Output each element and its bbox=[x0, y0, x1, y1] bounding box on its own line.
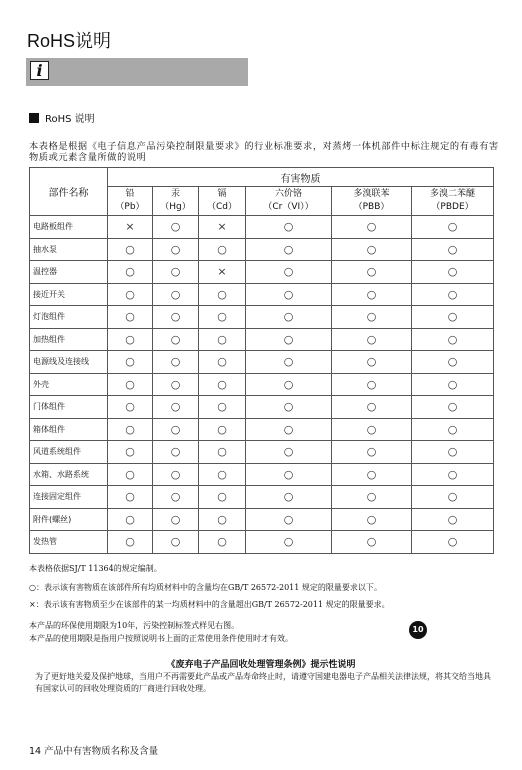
substance-cell: ○ bbox=[412, 373, 494, 396]
substance-cell: ○ bbox=[153, 306, 199, 329]
substance-cell: ○ bbox=[412, 508, 494, 531]
substance-cell: ○ bbox=[108, 373, 153, 396]
eco-period-badge-icon: 10 bbox=[409, 621, 427, 639]
substance-name: 汞 bbox=[170, 189, 180, 199]
substance-cell: ○ bbox=[412, 418, 494, 441]
substance-cell: × bbox=[199, 216, 246, 239]
substance-cell: ○ bbox=[108, 531, 153, 554]
substance-cell: ○ bbox=[332, 373, 412, 396]
substance-cell: ○ bbox=[199, 531, 246, 554]
weee-text: 为了更好地关爱及保护地球，当用户不再需要此产品或产品寿命终止时，请遵守国建电器电子产品相关法律法规，将其交给当地具有国家认可的回收处理资质的厂商进行回收处理。 bbox=[35, 672, 491, 693]
table-row bbox=[30, 328, 494, 351]
hazard-group-header: 有害物质 bbox=[108, 168, 494, 187]
substance-header bbox=[412, 187, 494, 216]
substance-cell: ○ bbox=[332, 306, 412, 329]
note-basis: 本表格依据SJ/T 11364的规定编制。 bbox=[29, 564, 162, 573]
part-name-cell: 风道系统组件 bbox=[30, 441, 108, 464]
substance-cell: ○ bbox=[108, 328, 153, 351]
substance-cell: ○ bbox=[108, 238, 153, 261]
substance-cell: ○ bbox=[332, 396, 412, 419]
page-footer: 14 产品中有害物质名称及含量 bbox=[29, 746, 159, 757]
substance-cell: ○ bbox=[246, 441, 332, 464]
substance-cell: ○ bbox=[332, 238, 412, 261]
substance-header bbox=[332, 187, 412, 216]
substance-cell: ○ bbox=[153, 283, 199, 306]
section-heading-text: RoHS 说明 bbox=[45, 114, 95, 125]
substance-cell: ○ bbox=[199, 306, 246, 329]
substance-cell: ○ bbox=[412, 351, 494, 374]
substance-cell: ○ bbox=[153, 396, 199, 419]
page-title: RoHS说明 bbox=[27, 31, 112, 51]
substance-cell: ○ bbox=[199, 351, 246, 374]
table-row bbox=[30, 531, 494, 554]
section-heading bbox=[29, 110, 95, 125]
substance-symbol: （Hg） bbox=[160, 202, 191, 212]
substance-cell: ○ bbox=[153, 373, 199, 396]
substance-name: 多溴联苯 bbox=[353, 189, 390, 199]
substance-cell: ○ bbox=[108, 508, 153, 531]
substance-name: 六价铬 bbox=[274, 189, 302, 199]
substance-cell: ○ bbox=[199, 418, 246, 441]
substance-cell: ○ bbox=[199, 283, 246, 306]
note-circle-legend: ○：表示该有害物质在该部件所有均质材料中的含量均在GB/T 26572-2011 规定的限量要求以下。 bbox=[29, 583, 382, 592]
part-name-cell: 接近开关 bbox=[30, 283, 108, 306]
table-row bbox=[30, 463, 494, 486]
table-row bbox=[30, 261, 494, 284]
substance-cell: ○ bbox=[332, 328, 412, 351]
substance-cell: ○ bbox=[153, 463, 199, 486]
intro-paragraph: 本表格是根据《电子信息产品污染控制限量要求》的行业标准要求，对蒸烤一体机部件中标注规定的有毒有害物质或元素含量所做的说明 bbox=[29, 141, 499, 163]
substance-cell: ○ bbox=[332, 441, 412, 464]
substance-cell: ○ bbox=[412, 306, 494, 329]
substance-cell: ○ bbox=[246, 373, 332, 396]
substance-cell: ○ bbox=[412, 216, 494, 239]
weee-title: 《废弃电子产品回收处理管理条例》提示性说明 bbox=[166, 660, 356, 670]
substance-cell: ○ bbox=[332, 283, 412, 306]
substance-cell: ○ bbox=[412, 238, 494, 261]
part-name-cell: 灯泡组件 bbox=[30, 306, 108, 329]
substance-name: 多溴二苯醚 bbox=[430, 189, 476, 199]
substance-cell: ○ bbox=[246, 328, 332, 351]
substance-cell: ○ bbox=[153, 216, 199, 239]
substance-cell: ○ bbox=[412, 328, 494, 351]
substance-header bbox=[108, 187, 153, 216]
substance-cell: ○ bbox=[153, 508, 199, 531]
part-name-cell: 抽水泵 bbox=[30, 238, 108, 261]
substance-cell: ○ bbox=[412, 463, 494, 486]
part-name-cell: 外壳 bbox=[30, 373, 108, 396]
substance-header bbox=[153, 187, 199, 216]
substance-cell: ○ bbox=[332, 508, 412, 531]
substance-cell: ○ bbox=[332, 486, 412, 509]
substance-symbol: （Cr（VI）） bbox=[263, 202, 314, 212]
info-icon bbox=[30, 61, 49, 80]
substance-cell: ○ bbox=[153, 531, 199, 554]
substance-cell: ○ bbox=[246, 531, 332, 554]
substance-cell: ○ bbox=[332, 351, 412, 374]
substance-header bbox=[199, 187, 246, 216]
substance-cell: × bbox=[108, 216, 153, 239]
substance-cell: ○ bbox=[199, 486, 246, 509]
table-row bbox=[30, 306, 494, 329]
substance-cell: ○ bbox=[108, 396, 153, 419]
rohs-table bbox=[29, 167, 494, 554]
table-row bbox=[30, 238, 494, 261]
substance-cell: ○ bbox=[246, 283, 332, 306]
substance-cell: ○ bbox=[246, 238, 332, 261]
part-name-cell: 附件(螺丝) bbox=[30, 508, 108, 531]
substance-cell: ○ bbox=[412, 486, 494, 509]
substance-cell: ○ bbox=[332, 216, 412, 239]
substance-cell: ○ bbox=[246, 396, 332, 419]
substance-cell: ○ bbox=[412, 283, 494, 306]
substance-cell: ○ bbox=[108, 261, 153, 284]
substance-cell: ○ bbox=[246, 351, 332, 374]
part-name-cell: 电路板组件 bbox=[30, 216, 108, 239]
substance-cell: ○ bbox=[153, 328, 199, 351]
table-row bbox=[30, 486, 494, 509]
table-row bbox=[30, 396, 494, 419]
substance-cell: ○ bbox=[108, 441, 153, 464]
substance-cell: ○ bbox=[199, 441, 246, 464]
square-bullet-icon bbox=[29, 113, 39, 123]
note-usage-period: 本产品的使用期限是指用户按照说明书上面的正常使用条件使用时才有效。 bbox=[29, 634, 293, 643]
table-row bbox=[30, 351, 494, 374]
substance-cell: ○ bbox=[246, 508, 332, 531]
substance-cell: ○ bbox=[246, 306, 332, 329]
substance-cell: ○ bbox=[246, 463, 332, 486]
part-name-header: 部件名称 bbox=[30, 168, 108, 216]
table-row bbox=[30, 508, 494, 531]
substance-cell: ○ bbox=[199, 328, 246, 351]
part-name-cell: 加热组件 bbox=[30, 328, 108, 351]
substance-cell: ○ bbox=[153, 418, 199, 441]
substance-cell: ○ bbox=[199, 238, 246, 261]
part-name-cell: 箱体组件 bbox=[30, 418, 108, 441]
info-banner bbox=[26, 58, 248, 86]
table-row bbox=[30, 373, 494, 396]
substance-cell: ○ bbox=[332, 418, 412, 441]
substance-cell: ○ bbox=[332, 531, 412, 554]
substance-cell: ○ bbox=[412, 531, 494, 554]
part-name-cell: 门体组件 bbox=[30, 396, 108, 419]
substance-cell: ○ bbox=[108, 486, 153, 509]
part-name-cell: 水箱、水路系统 bbox=[30, 463, 108, 486]
substance-symbol: （Cd） bbox=[207, 202, 237, 212]
note-eco-period: 本产品的环保使用期限为10年，污染控制标签式样见右图。 bbox=[29, 621, 240, 630]
substance-cell: ○ bbox=[332, 261, 412, 284]
substance-cell: ○ bbox=[412, 261, 494, 284]
table-row bbox=[30, 418, 494, 441]
part-name-cell: 电源线及连接线 bbox=[30, 351, 108, 374]
substance-symbol: （PBB） bbox=[353, 202, 390, 212]
substance-cell: ○ bbox=[108, 418, 153, 441]
substance-cell: ○ bbox=[246, 261, 332, 284]
substance-symbol: （PBDE） bbox=[431, 202, 474, 212]
substance-cell: ○ bbox=[108, 351, 153, 374]
substance-name: 镉 bbox=[217, 189, 227, 199]
info-icon-glyph: i bbox=[36, 61, 43, 80]
substance-cell: ○ bbox=[153, 486, 199, 509]
part-name-cell: 连接固定组件 bbox=[30, 486, 108, 509]
substance-cell: ○ bbox=[412, 441, 494, 464]
substance-cell: ○ bbox=[153, 261, 199, 284]
substance-cell: ○ bbox=[153, 441, 199, 464]
table-row bbox=[30, 283, 494, 306]
substance-header bbox=[246, 187, 332, 216]
table-row bbox=[30, 216, 494, 239]
part-name-cell: 发热管 bbox=[30, 531, 108, 554]
substance-cell: ○ bbox=[108, 283, 153, 306]
part-name-cell: 温控器 bbox=[30, 261, 108, 284]
substance-cell: ○ bbox=[246, 418, 332, 441]
substance-name: 铅 bbox=[125, 189, 135, 199]
substance-cell: ○ bbox=[246, 486, 332, 509]
substance-cell: ○ bbox=[199, 396, 246, 419]
substance-cell: ○ bbox=[246, 216, 332, 239]
substance-cell: ○ bbox=[108, 306, 153, 329]
substance-cell: ○ bbox=[199, 508, 246, 531]
table-row bbox=[30, 441, 494, 464]
substance-cell: ○ bbox=[199, 373, 246, 396]
substance-cell: ○ bbox=[332, 463, 412, 486]
substance-cell: ○ bbox=[153, 351, 199, 374]
substance-cell: × bbox=[199, 261, 246, 284]
substance-cell: ○ bbox=[412, 396, 494, 419]
substance-cell: ○ bbox=[199, 463, 246, 486]
note-cross-legend: ×：表示该有害物质至少在该部件的某一均质材料中的含量超出GB/T 26572-2011 规定的限量要求。 bbox=[29, 600, 390, 609]
substance-cell: ○ bbox=[108, 463, 153, 486]
substance-cell: ○ bbox=[153, 238, 199, 261]
substance-symbol: （Pb） bbox=[115, 202, 145, 212]
